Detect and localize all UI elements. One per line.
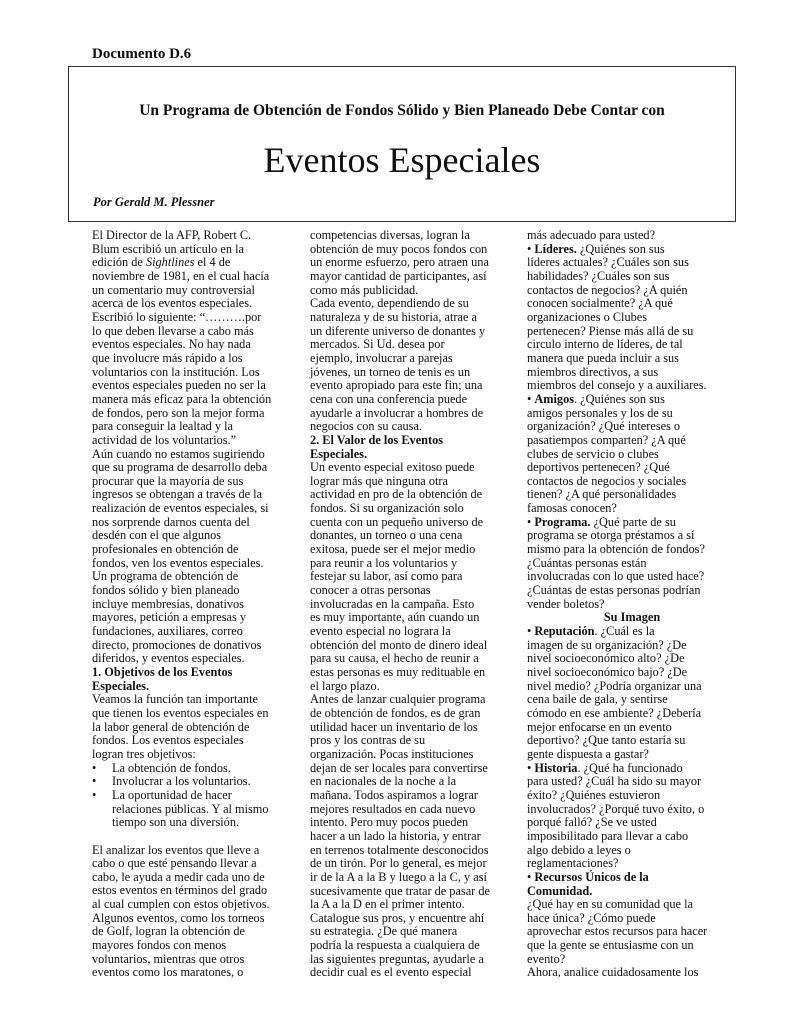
text-line: decidir cual es el evento especial bbox=[310, 965, 472, 980]
text-line: Aún cuando no estamos sugiriendo bbox=[92, 446, 265, 461]
text-line: miembros directivos, a sus bbox=[527, 364, 659, 379]
text-line: lo que deben llevarse a cabo más bbox=[92, 323, 254, 338]
text-segment: . ¿Cuál es la bbox=[594, 624, 655, 639]
text-line: su estrategia. ¿De qué manera bbox=[310, 924, 458, 939]
text-line: pasatiempos comparten? ¿A qué bbox=[527, 432, 686, 447]
text-line: organización? ¿Qué intereses o bbox=[527, 419, 681, 434]
text-line: habilidades? ¿Cuáles son sus bbox=[527, 268, 670, 283]
text-line: incluye membresías, donativos bbox=[92, 596, 244, 611]
text-line: deportivo? ¿Que tanto estaría su bbox=[527, 733, 686, 748]
text-segment: • bbox=[527, 760, 535, 775]
text-line: de obtención de fondos, es de gran bbox=[310, 705, 481, 720]
text-line: tienen? ¿A qué personalidades bbox=[527, 487, 677, 502]
text-line bbox=[527, 516, 737, 530]
text-line: Blum escribió un artículo en la bbox=[92, 241, 244, 256]
text-line: ir de la A a la B y luego a la C, y así bbox=[310, 869, 487, 884]
text-line: que tienen los eventos especiales en bbox=[92, 705, 269, 720]
text-line bbox=[527, 885, 737, 899]
text-segment: . ¿Qué ha funcionado bbox=[577, 760, 683, 775]
text-line: para conseguir la lealtad y la bbox=[92, 419, 234, 434]
text-line: un comentario muy controversial bbox=[92, 282, 255, 297]
text-line: deportivos pertenecen? ¿Qué bbox=[527, 460, 670, 475]
text-line: obtención de muy pocos fondos con bbox=[310, 241, 488, 256]
text-line: fondos sólido y bien planeado bbox=[92, 583, 240, 598]
text-line: podría la respuesta a cualquiera de bbox=[310, 938, 480, 953]
paragraph bbox=[527, 229, 737, 243]
text-line: Catalogue sus pros, y encuentre ahí bbox=[310, 910, 485, 925]
text-line: Ahora, analice cuidadosamente los bbox=[527, 965, 699, 980]
text-line: realización de eventos especiales, si bbox=[92, 501, 269, 516]
text-line: contactos de negocios? ¿A quién bbox=[527, 282, 688, 297]
text-line: circulo interno de líderes, de tal bbox=[527, 337, 683, 352]
text-segment: edición de bbox=[92, 255, 146, 270]
text-line: 2. El Valor de los Eventos bbox=[310, 432, 444, 447]
text-segment: . ¿Quiénes son sus bbox=[574, 391, 665, 406]
text-line: Escribió lo siguiente: “……….por bbox=[92, 309, 262, 324]
text-line: actividad en pro de la obtención de bbox=[310, 487, 483, 502]
text-line: festejar su labor, así como para bbox=[310, 569, 463, 584]
text-line: exitosa, puede ser el mejor medio bbox=[310, 542, 476, 557]
text-line: desdén con el que algunos bbox=[92, 528, 222, 543]
text-line: ejemplo, involucrar a parejas bbox=[310, 350, 453, 365]
text-line: la labor general de obtención de bbox=[92, 719, 250, 734]
paragraph bbox=[527, 966, 737, 980]
text-line: La obtención de fondos. bbox=[112, 760, 231, 775]
bold-text: Historia bbox=[534, 760, 578, 775]
text-line: mercados. Si Ud. desea por bbox=[310, 337, 445, 352]
text-segment: ¿Quiénes son sus bbox=[576, 241, 665, 256]
text-line: logran tres objetivos: bbox=[92, 746, 196, 761]
text-line: Especiales. bbox=[310, 446, 368, 461]
bullet-item bbox=[92, 775, 302, 789]
text-line: acerca de los eventos especiales. bbox=[92, 296, 253, 311]
text-line bbox=[527, 871, 737, 885]
text-line: de fondos, pero son la mejor forma bbox=[92, 405, 265, 420]
bold-text: Líderes. bbox=[534, 241, 577, 256]
paragraph bbox=[92, 229, 302, 448]
text-line: conocen socialmente? ¿A qué bbox=[527, 296, 673, 311]
text-line: Especiales. bbox=[92, 678, 150, 693]
text-line: porqué falló? ¿Se ve usted bbox=[527, 815, 657, 830]
text-line: es muy importante, aún cuando un bbox=[310, 610, 480, 625]
paragraph bbox=[527, 871, 737, 898]
text-line: El Director de la AFP, Robert C. bbox=[92, 228, 252, 242]
text-line: fondos. Los eventos especiales bbox=[92, 733, 244, 748]
text-line: naturaleza y de su historia, atrae a bbox=[310, 309, 477, 324]
text-line: utilidad hacer un inventario de los bbox=[310, 719, 478, 734]
text-line: profesionales en obtención de bbox=[92, 542, 239, 557]
text-line: reglamentaciones? bbox=[527, 856, 619, 871]
text-line: mañana. Todos aspiramos a lograr bbox=[310, 787, 478, 802]
text-line: 1. Objetivos de los Eventos bbox=[92, 665, 233, 679]
text-segment: el 4 de bbox=[194, 255, 231, 270]
text-line: pertenecen? Piense más allá de su bbox=[527, 323, 694, 338]
text-line bbox=[527, 625, 737, 639]
text-segment: • bbox=[527, 241, 535, 256]
text-line: tiempo son una diversión. bbox=[112, 815, 240, 830]
text-line: al cual cumplen con estos objetivos. bbox=[92, 897, 270, 912]
paragraph bbox=[92, 448, 302, 571]
text-line: lograr más que ninguna otra bbox=[310, 473, 448, 488]
spacer bbox=[92, 830, 302, 844]
text-line: sucesivamente que tratar de pasar de bbox=[310, 883, 490, 898]
text-line: en terrenos totalmente desconocidos bbox=[310, 842, 489, 857]
text-line: la A a la D en el primer intento. bbox=[310, 897, 465, 912]
text-line: nivel medio? ¿Podría organizar una bbox=[527, 678, 702, 693]
paragraph bbox=[310, 461, 520, 693]
text-line: mayores, petición a empresas y bbox=[92, 610, 246, 625]
text-line: mayores fondos con menos bbox=[92, 938, 227, 953]
text-line: donantes, un torneo o una cena bbox=[310, 528, 463, 543]
text-line: famosas conocen? bbox=[527, 501, 617, 516]
text-line: de un tirón. Por lo general, es mejor bbox=[310, 856, 487, 871]
text-line: clubes de servicio o clubes bbox=[527, 446, 659, 461]
text-line: en nacionales de la noche a la bbox=[310, 774, 457, 789]
text-line: organización. Pocas instituciones bbox=[310, 746, 474, 761]
bold-text: Programa. bbox=[534, 514, 591, 529]
text-line: que su programa de desarrollo deba bbox=[92, 460, 268, 475]
text-line: estos eventos en términos del grado bbox=[92, 883, 268, 898]
text-line: mejor enfocarse en un evento bbox=[527, 719, 672, 734]
text-line: dejan de ser locales para convertirse bbox=[310, 760, 488, 775]
text-line: ¿Cuántas personas están bbox=[527, 555, 647, 570]
paragraph bbox=[92, 693, 302, 761]
text-line: Antes de lanzar cualquier programa bbox=[310, 692, 486, 707]
text-line: imposibilitado para llevar a cabo bbox=[527, 828, 689, 843]
bullet-item bbox=[92, 789, 302, 830]
text-line: El analizar los eventos que lleve a bbox=[92, 842, 260, 857]
paragraph bbox=[527, 625, 737, 762]
bullet-icon: • bbox=[92, 787, 97, 802]
bold-text: Reputación bbox=[534, 624, 595, 639]
text-line: cabo, le ayuda a medir cada uno de bbox=[92, 869, 265, 884]
bullet-icon: • bbox=[92, 760, 97, 775]
text-line: de Golf, logran la obtención de bbox=[92, 924, 245, 939]
text-line: pros y los contras de su bbox=[310, 733, 426, 748]
text-line: evento especial no lograra la bbox=[310, 624, 451, 639]
text-line: intento. Pero muy pocos pueden bbox=[310, 815, 469, 830]
text-line: ayudarle a involucrar a hombres de bbox=[310, 405, 484, 420]
text-line: voluntarios, mientras que otros bbox=[92, 951, 245, 966]
title-box bbox=[68, 66, 736, 222]
text-line: Involucrar a los voluntarios. bbox=[112, 774, 251, 789]
bold-text: Recursos Únicos de la bbox=[534, 869, 649, 884]
text-line: líderes actuales? ¿Cuáles son sus bbox=[527, 255, 689, 270]
text-line: manera que pueda incluir a sus bbox=[527, 350, 679, 365]
text-line: La oportunidad de hacer bbox=[112, 787, 232, 802]
text-line: Su Imagen bbox=[603, 610, 661, 625]
text-line: mayor cantidad de participantes, así bbox=[310, 268, 487, 283]
text-line: un enorme esfuerzo, pero atraen una bbox=[310, 255, 489, 270]
paragraph bbox=[527, 762, 737, 871]
text-line: Un evento especial exitoso puede bbox=[310, 460, 475, 475]
paragraph bbox=[92, 844, 302, 981]
text-line: miembros del consejo y a auxiliares. bbox=[527, 378, 707, 393]
text-line bbox=[527, 762, 737, 776]
text-line: fondos, ven los eventos especiales. bbox=[92, 555, 264, 570]
bullet-item bbox=[92, 762, 302, 776]
text-line: involucradas con lo que usted hace? bbox=[527, 569, 705, 584]
text-line: hacer a un lado la historia, y entrar bbox=[310, 828, 481, 843]
text-line: diferidos, y eventos especiales. bbox=[92, 651, 245, 666]
paragraph bbox=[310, 693, 520, 980]
text-line: mismo para la obtención de fondos? bbox=[527, 542, 705, 557]
text-segment: • bbox=[527, 624, 535, 639]
text-line bbox=[527, 393, 737, 407]
text-line: involucradas en la campaña. Esto bbox=[310, 596, 475, 611]
text-line: involucrados? ¿Porqué tuvo éxito, o bbox=[527, 801, 705, 816]
document-id: Documento D.6 bbox=[92, 46, 192, 62]
paragraph bbox=[527, 393, 737, 516]
text-line: jóvenes, un torneo de tenis es un bbox=[310, 364, 471, 379]
text-line: imagen de su organización? ¿De bbox=[527, 637, 687, 652]
text-line: cómodo en ese ambiente? ¿Debería bbox=[527, 705, 702, 720]
text-line: actividad de los voluntarios.” bbox=[92, 432, 237, 447]
subheading bbox=[527, 611, 737, 625]
text-line: fondos. Si su organización solo bbox=[310, 501, 464, 516]
text-line: evento? bbox=[527, 951, 566, 966]
text-line: manera más eficaz para la obtención bbox=[92, 391, 272, 406]
text-line: Algunos eventos, como los torneos bbox=[92, 910, 265, 925]
text-line: conocer a otras personas bbox=[310, 583, 431, 598]
text-line: Veamos la función tan importante bbox=[92, 692, 258, 707]
text-line: directo, promociones de donativos bbox=[92, 637, 262, 652]
text-line: Un programa de obtención de bbox=[92, 569, 239, 584]
text-line: programa se otorga préstamos a sí bbox=[527, 528, 695, 543]
text-line: evento apropiado para este fin; una bbox=[310, 378, 483, 393]
column-2 bbox=[310, 229, 520, 980]
byline: Por Gerald M. Plessner bbox=[93, 195, 215, 209]
text-line: las siguientes preguntas, ayudarle a bbox=[310, 951, 484, 966]
text-line: nivel socioeconómico alto? ¿De bbox=[527, 651, 685, 666]
text-line: éxito? ¿Quiénes estuvieron bbox=[527, 787, 661, 802]
text-line: obtención del monto de dinero ideal bbox=[310, 637, 488, 652]
page-title: Eventos Especiales bbox=[263, 140, 541, 180]
text-line: un diferente universo de donantes y bbox=[310, 323, 486, 338]
text-line: cena con una conferencia puede bbox=[310, 391, 468, 406]
text-line: amigos personales y los de su bbox=[527, 405, 673, 420]
text-line: nos sorprende darnos cuenta del bbox=[92, 514, 250, 529]
text-line: para usted? ¿Cuál ha sido su mayor bbox=[527, 774, 702, 789]
text-line: Cada evento, dependiendo de su bbox=[310, 296, 469, 311]
text-line: hace única? ¿Cómo puede bbox=[527, 910, 656, 925]
text-line: nivel socioeconómico bajo? ¿De bbox=[527, 665, 688, 679]
text-line: fundaciones, auxiliares, correo bbox=[92, 624, 243, 639]
text-segment: • bbox=[527, 869, 535, 884]
paragraph bbox=[527, 243, 737, 393]
text-line: negocios con su causa. bbox=[310, 419, 423, 434]
text-line: cuenta con un pequeño universo de bbox=[310, 514, 484, 529]
text-line: ¿Cuántas de estas personas podrían bbox=[527, 583, 701, 598]
text-segment: ¿Qué parte de su bbox=[590, 514, 676, 529]
paragraph bbox=[527, 898, 737, 966]
italic-text: Sightlines bbox=[145, 255, 195, 270]
text-segment: • bbox=[527, 391, 535, 406]
bold-text: Amigos bbox=[534, 391, 575, 406]
text-line: noviembre de 1981, en el cual hacía bbox=[92, 268, 270, 283]
text-line: más adecuado para usted? bbox=[527, 228, 656, 242]
text-line: cena baile de gala, y sentirse bbox=[527, 692, 668, 707]
subtitle: Un Programa de Obtención de Fondos Sólido y Bien Planeado Debe Contar con bbox=[139, 102, 665, 119]
text-line: que involucre más rápido a los bbox=[92, 350, 243, 365]
column-1 bbox=[92, 229, 302, 980]
text-line: como más publicidad. bbox=[310, 282, 419, 297]
text-line: gente dispuesta a gastar? bbox=[527, 746, 649, 761]
text-line: competencias diversas, logran la bbox=[310, 228, 470, 242]
text-line bbox=[527, 243, 737, 257]
text-line: que la gente se entusiasme con un bbox=[527, 938, 694, 953]
paragraph bbox=[527, 516, 737, 612]
text-line: algo debido a leyes o bbox=[527, 842, 631, 857]
text-line: para su causa, el hecho de reunir a bbox=[310, 651, 479, 666]
bullet-icon: • bbox=[92, 774, 97, 789]
text-line: eventos como los maratones, o bbox=[92, 965, 244, 980]
bold-text: Comunidad. bbox=[527, 883, 593, 898]
text-line: procurar que la mayoría de sus bbox=[92, 473, 244, 488]
text-line: eventos especiales. No hay nada bbox=[92, 337, 251, 352]
text-line: ingresos se obtengan a través de la bbox=[92, 487, 263, 502]
text-line: eventos especiales pueden no ser la bbox=[92, 378, 266, 393]
section-heading bbox=[310, 434, 520, 461]
text-line: estas personas es muy redituable en bbox=[310, 665, 486, 679]
text-line: voluntarios con la institución. Los bbox=[92, 364, 260, 379]
text-line: organizaciones o Clubes bbox=[527, 309, 647, 324]
text-line: para reunir a los voluntarios y bbox=[310, 555, 458, 570]
text-segment: • bbox=[527, 514, 535, 529]
text-line: aprovechar estos recursos para hacer bbox=[527, 924, 708, 939]
column-3 bbox=[527, 229, 737, 980]
text-line: relaciones públicas. Y al mismo bbox=[112, 801, 269, 816]
section-heading bbox=[92, 666, 302, 693]
text-line bbox=[92, 256, 302, 270]
text-line: vender boletos? bbox=[527, 596, 605, 611]
paragraph bbox=[92, 570, 302, 666]
text-line: el largo plazo. bbox=[310, 678, 380, 693]
paragraph bbox=[310, 229, 520, 297]
paragraph bbox=[310, 297, 520, 434]
text-line: cabo o que esté pensando llevar a bbox=[92, 856, 257, 871]
text-line: contactos de negocios y sociales bbox=[527, 473, 687, 488]
text-line: ¿Qué hay en su comunidad que la bbox=[527, 897, 693, 912]
text-line: mejores resultados en cada nuevo bbox=[310, 801, 476, 816]
